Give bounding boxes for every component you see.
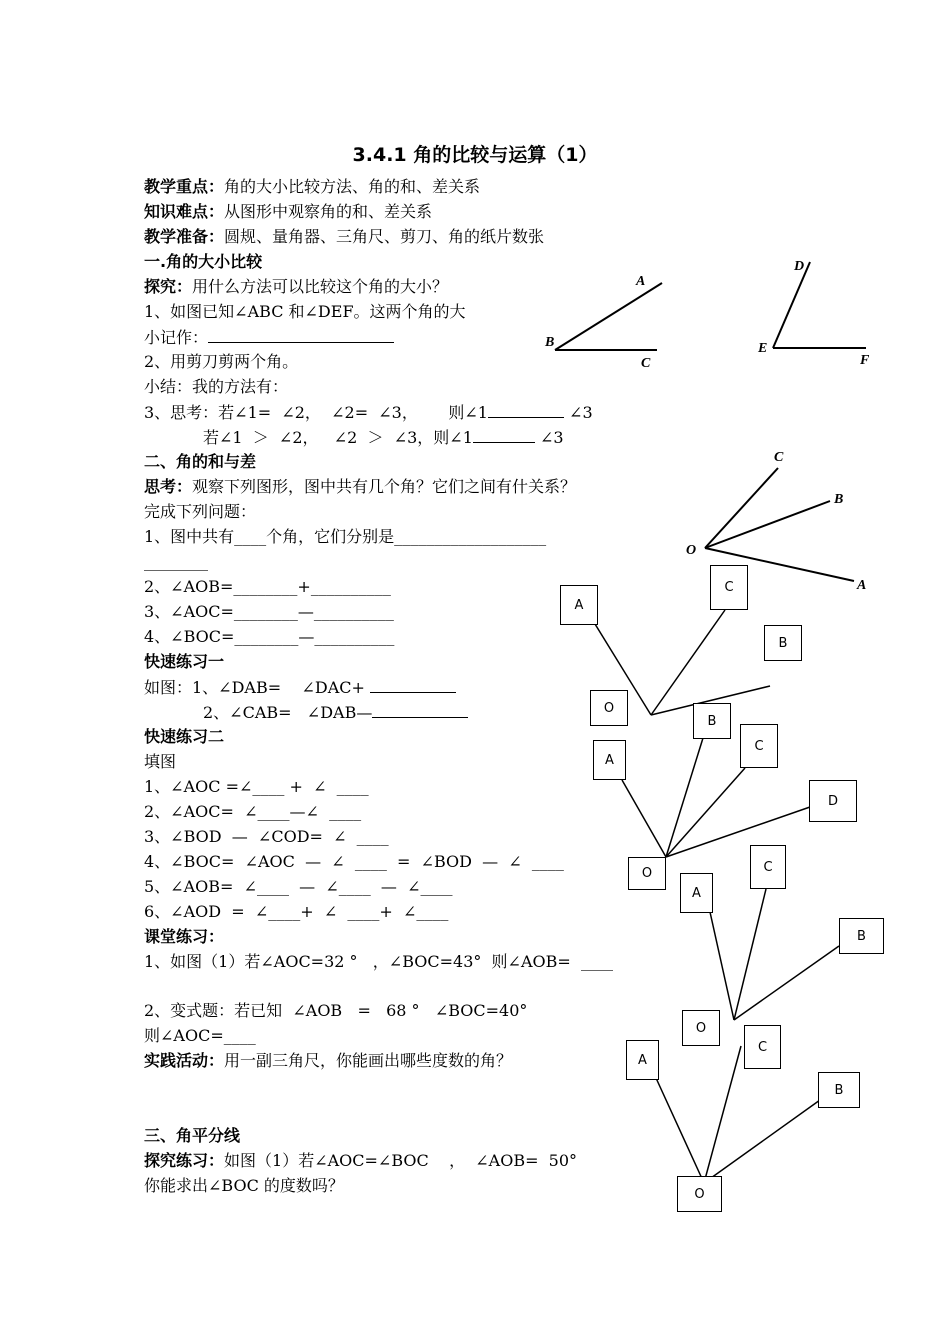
think-label: 思考： bbox=[144, 477, 193, 496]
difficulty-text: 从图形中观察角的和、差关系 bbox=[224, 202, 433, 221]
s1-q3b: 若∠1 ＞ ∠2， ∠2 ＞ ∠3，则∠1 bbox=[203, 428, 473, 447]
p3: 3、∠BOD — ∠COD= ∠ ____ bbox=[144, 827, 389, 846]
box4-ray-c bbox=[704, 1046, 741, 1183]
c2: 2、变式题：若已知 ∠AOB = 68 ° ∠BOC=40° bbox=[144, 1001, 528, 1020]
box3-label-o: O bbox=[682, 1010, 720, 1046]
box4-label-c: C bbox=[744, 1025, 781, 1069]
section1-heading: 一.角的大小比较 bbox=[144, 252, 263, 271]
s3-explore-text: 如图（1）若∠AOC=∠BOC ， ∠AOB= 50° bbox=[224, 1151, 578, 1170]
box4-label-o: O bbox=[677, 1176, 722, 1212]
box1-label-c: C bbox=[710, 565, 748, 610]
fill-label: 填图 bbox=[144, 752, 177, 771]
practice-label: 实践活动： bbox=[144, 1051, 225, 1070]
label-oc-b: B bbox=[834, 492, 844, 507]
box1-label-a: A bbox=[560, 585, 598, 625]
label-c: C bbox=[641, 356, 651, 371]
box3-label-c: C bbox=[750, 845, 786, 889]
explore-label: 探究： bbox=[144, 277, 193, 296]
section3-heading: 三、角平分线 bbox=[144, 1126, 241, 1145]
s3-line2: 你能求出∠BOC 的度数吗？ bbox=[144, 1176, 344, 1195]
box3-label-b: B bbox=[839, 918, 884, 954]
s2-line2: 完成下列问题： bbox=[144, 502, 257, 521]
label-b: B bbox=[545, 335, 555, 350]
s1-summary: 小结：我的方法有： bbox=[144, 377, 289, 396]
s1-q3b-end: ∠3 bbox=[534, 428, 564, 447]
ray-ed bbox=[773, 262, 810, 348]
c2b: 则∠AOC=____ bbox=[144, 1026, 256, 1045]
label-oc-c: C bbox=[774, 450, 784, 465]
box2-ray-b bbox=[666, 738, 703, 857]
box4-ray-b bbox=[704, 1100, 820, 1183]
box2-ray-a bbox=[622, 780, 666, 857]
s2-q1: 1、图中共有____个角，它们分别是___________________ bbox=[144, 527, 547, 546]
s3-explore-label: 探究练习： bbox=[144, 1151, 225, 1170]
box4-ray-a bbox=[656, 1078, 704, 1183]
prep-text: 圆规、量角器、三角尺、剪刀、角的纸片数张 bbox=[224, 227, 545, 246]
box1-label-o: O bbox=[590, 690, 628, 726]
p5: 5、∠AOB= ∠____ — ∠____ — ∠____ bbox=[144, 877, 453, 896]
s1-q1a: 1、如图已知∠ABC 和∠DEF。这两个角的大 bbox=[144, 302, 466, 321]
box3-ray-a bbox=[710, 912, 734, 1020]
box2-label-a: A bbox=[593, 740, 626, 780]
label-d: D bbox=[794, 259, 805, 274]
s2-q1b: ________ bbox=[144, 552, 208, 571]
label-f: F bbox=[860, 353, 870, 368]
ray-ob bbox=[705, 501, 830, 548]
s1-q2: 2、用剪刀剪两个角。 bbox=[144, 352, 299, 371]
label-e: E bbox=[758, 341, 768, 356]
fast1-label: 快速练习一 bbox=[144, 652, 225, 671]
box4-label-a: A bbox=[626, 1040, 659, 1080]
box1-label-b: B bbox=[764, 625, 802, 661]
fast2-label: 快速练习二 bbox=[144, 727, 225, 746]
label-oc-o: O bbox=[686, 543, 697, 558]
practice-text: 用一副三角尺，你能画出哪些度数的角？ bbox=[224, 1051, 513, 1070]
class-label: 课堂练习： bbox=[144, 927, 225, 946]
focus-text: 角的大小比较方法、角的和、差关系 bbox=[224, 177, 481, 196]
box2-label-c: C bbox=[740, 724, 778, 768]
box4-label-b: B bbox=[818, 1072, 860, 1108]
p6: 6、∠AOD = ∠____+ ∠ ____+ ∠____ bbox=[144, 902, 449, 921]
s2-q2: 2、∠AOB=________+__________ bbox=[144, 577, 391, 596]
focus-label: 教学重点： bbox=[144, 177, 225, 196]
s1-q3a-end: ∠3 bbox=[563, 403, 593, 422]
p2: 2、∠AOC= ∠____—∠ ____ bbox=[144, 802, 362, 821]
difficulty-label: 知识难点： bbox=[144, 202, 225, 221]
p4: 4、∠BOC= ∠AOC — ∠ ____ = ∠BOD — ∠ ____ bbox=[144, 852, 564, 871]
prep-label: 教学准备： bbox=[144, 227, 225, 246]
c1: 1、如图（1）若∠AOC=32 ° ，∠BOC=43° 则∠AOB= ____ bbox=[144, 952, 613, 971]
section2-heading: 二、角的和与差 bbox=[144, 452, 257, 471]
ray-oc bbox=[705, 468, 778, 548]
box2-label-d: D bbox=[809, 780, 857, 822]
p1: 1、∠AOC =∠____ + ∠ ____ bbox=[144, 777, 369, 796]
box2-label-b: B bbox=[693, 703, 731, 739]
s1-q3a: 3、思考：若∠1= ∠2， ∠2= ∠3， 则∠1 bbox=[144, 403, 488, 422]
explore-text: 用什么方法可以比较这个角的大小？ bbox=[192, 277, 449, 296]
label-a: A bbox=[636, 274, 646, 289]
page-title: 3.4.1 角的比较与运算（1） bbox=[352, 144, 598, 166]
f1a: 如图：1、∠DAB= ∠DAC+ bbox=[144, 678, 371, 697]
box2-label-o: O bbox=[628, 857, 666, 890]
label-oc-a: A bbox=[857, 578, 867, 593]
f1b: 2、∠CAB= ∠DAB— bbox=[203, 703, 373, 722]
s1-q1b: 小记作： bbox=[144, 328, 209, 347]
think-text: 观察下列图形，图中共有几个角？它们之间有什关系？ bbox=[192, 477, 577, 496]
ray-ba bbox=[555, 283, 662, 350]
box3-label-a: A bbox=[680, 873, 713, 913]
s2-q3: 3、∠AOC=________—__________ bbox=[144, 602, 394, 621]
s2-q4: 4、∠BOC=________—__________ bbox=[144, 627, 395, 646]
